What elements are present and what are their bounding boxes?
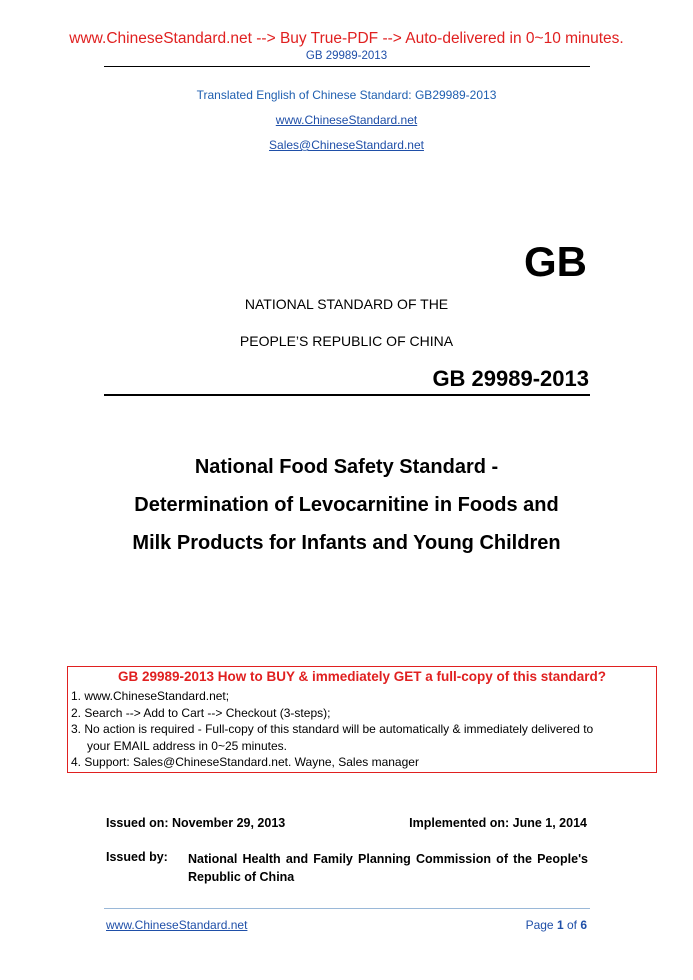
standard-number: GB 29989-2013	[432, 366, 589, 391]
footer-website-link[interactable]: www.ChineseStandard.net	[106, 918, 248, 932]
footer-divider	[104, 908, 590, 909]
purchase-steps	[71, 688, 593, 771]
page-of: of	[563, 918, 581, 932]
website-link[interactable]: www.ChineseStandard.net	[275, 113, 418, 127]
page-total: 6	[580, 918, 587, 932]
title-line-1: National Food Safety Standard -	[194, 456, 499, 478]
header-standard-code: GB 29989-2013	[305, 50, 388, 62]
implemented-on: Implemented on: June 1, 2014	[409, 816, 587, 830]
promo-banner[interactable]: www.ChineseStandard.net --> Buy True-PDF --> Auto-delivered in 0~10 minutes.	[69, 30, 624, 47]
translation-note: Translated English of Chinese Standard: GB29989-2013	[196, 88, 497, 102]
issued-by-label: Issued by:	[106, 850, 168, 864]
purchase-step-continued: your EMAIL address in 0~25 minutes.	[87, 738, 287, 753]
title-line-2: Determination of Levocarnitine in Foods and	[134, 494, 559, 516]
title-line-3: Milk Products for Infants and Young Children	[132, 532, 561, 554]
purchase-step: 4. Support: Sales@ChineseStandard.net. Wayne, Sales manager	[71, 755, 419, 769]
purchase-step: 2. Search --> Add to Cart --> Checkout (3-steps);	[71, 705, 331, 720]
email-link[interactable]: Sales@ChineseStandard.net	[269, 138, 424, 152]
page-prefix: Page	[525, 918, 557, 932]
purchase-step: 1. www.ChineseStandard.net;	[71, 689, 230, 703]
national-standard-line1: NATIONAL STANDARD OF THE	[244, 296, 449, 312]
purchase-heading: GB 29989-2013 How to BUY & immediately GET a full-copy of this standard?	[117, 669, 607, 684]
page-indicator	[526, 918, 587, 932]
issued-by-value: National Health and Family Planning Commission of the People's Republic of China	[188, 852, 588, 884]
gb-mark: GB	[524, 238, 587, 285]
header-divider	[104, 66, 590, 67]
purchase-info-box	[67, 666, 657, 773]
page-current: 1	[556, 918, 564, 932]
purchase-step: 3. No action is required - Full-copy of this standard will be automatically & immediately delivered to	[71, 722, 594, 736]
issued-on: Issued on: November 29, 2013	[106, 816, 286, 830]
national-standard-line2: PEOPLE’S REPUBLIC OF CHINA	[239, 333, 454, 349]
title-divider	[104, 394, 590, 396]
